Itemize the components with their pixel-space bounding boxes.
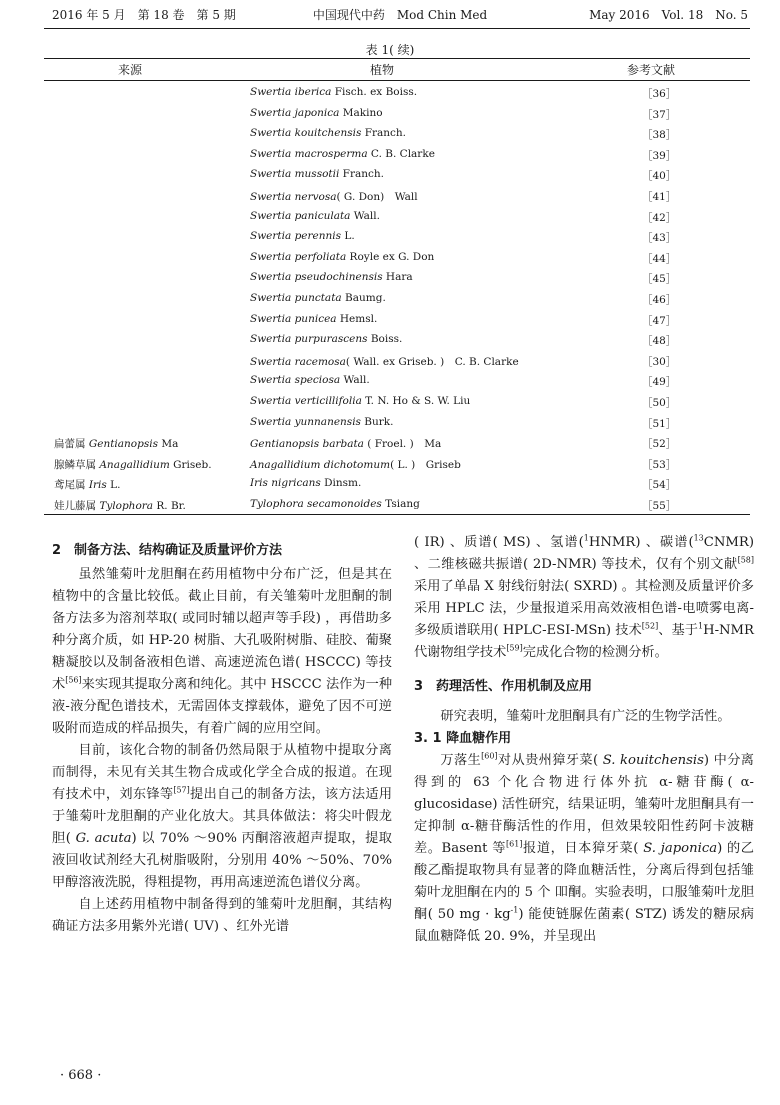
section-3-heading: 3 药理活性、作用机制及应用 [414,679,593,694]
plant-species: Swertia iberica Fisch. ex Boiss. [250,86,418,98]
plant-species: Swertia nervosa( G. Don) Wall [250,191,418,203]
table-row [44,372,750,393]
table-row [44,208,750,229]
table-row [44,393,750,414]
reference-number: ［53］ [642,458,677,471]
table-caption: 表 1( 续) [365,43,415,57]
table-row [44,311,750,332]
table-row [44,187,750,208]
reference-number: ［45］ [642,273,677,286]
plant-species: Swertia yunnanensis Burk. [250,415,394,428]
left-column [52,540,392,938]
paragraph: 研究表明，雏菊叶龙胆酮具有广泛的生物学活性。 [440,709,731,724]
reference-number: ［43］ [642,232,677,245]
reference-number: ［44］ [642,252,677,265]
table-row [44,125,750,146]
paragraph: 自上述药用植物中制备得到的雏菊叶龙胆酮，其结构确证方法多用紫外光谱( UV) 、红外光谱 [52,897,392,934]
source-genus: 腺鳞草属 Anagallidium Griseb. [54,458,212,471]
citation: [52] [641,621,659,631]
plant-species: Swertia punicea Hemsl. [250,312,378,325]
reference-number: ［48］ [642,335,677,348]
plant-species: Tylophora secamonoides Tsiang [250,498,420,510]
col-header-source: 来源 [118,63,143,77]
table-row [44,455,750,476]
reference-number: ［36］ [642,88,677,100]
reference-number: ［52］ [642,438,677,451]
plant-species: Swertia racemosa( Wall. ex Griseb. ) C. B. Clarke [250,355,519,368]
plant-species: Swertia mussotii Franch. [250,168,384,181]
reference-number: ［39］ [642,149,677,162]
plant-species: Gentianopsis barbata ( Froel. ) Ma [250,438,442,451]
plant-species: Swertia perfoliata Royle ex G. Don [250,250,435,263]
table-bottom-rule [44,514,750,515]
citation: [59] [506,643,523,653]
source-genus: 娃儿藤属 Tylophora R. Br. [54,500,186,512]
col-header-reference: 参考文献 [627,63,676,77]
plant-species: Swertia japonica Makino [250,106,383,119]
table-row [44,166,750,187]
table-row [44,228,750,249]
paragraph: 目前，该化合物的制备仍然局限于从植物中提取分离而制得，未见有关其生物合成或化学全合成的报道。在现有技术中，刘东锋等[57]提出自己的制备方法，该方法适用于雏菊叶龙胆酮的产业化放大。其具体做法：将尖叶假龙胆( G. acuta) 以 70% ～90% 丙酮溶液超声提取，提取液回收试剂经大孔树脂吸附，分别用 40% ～50%、70% 甲醇溶液洗脱，得粗提物，再用高速逆流色谱仪分离。 [52,743,393,890]
plant-species: Swertia macrosperma C. B. Clarke [250,147,435,160]
plant-species: Anagallidium dichotomum( L. ) Griseb [250,458,461,471]
reference-number: ［37］ [642,108,677,121]
citation: [57] [173,785,190,795]
table-row [44,290,750,311]
reference-number: ［41］ [642,191,677,203]
plant-species: Swertia punctata Baumg. [250,292,386,304]
plant-species: Iris nigricans Dinsm. [250,477,362,490]
reference-number: ［49］ [642,376,677,389]
paragraph: 万落生[60]对从贵州獐牙菜( S. kouitchensis) 中分离得到的 63 个化合物进行体外抗 α-糖苷酶( α-glucosidase) 活性研究，结果证明，雏菊叶龙胆酮具有一定抑制 α-糖苷酶活性的作用，但效果较阳性药阿卡波糖差。Basent 等[61]报道，日本獐牙菜( S. japonica) 的乙酸乙酯提取物具有显著的降血糖活性，分离后得到包括雏菊叶龙胆酮在内的 5 个 吅酮。实验表明，口服雏菊叶龙胆酮( 50 mg · $kg^{-1}$) 能使链脲佐菌素( STZ) 诱发的糖尿病鼠血糖降低 20. 9%，并呈现出 [414,751,755,944]
table-row [44,414,750,435]
table-top-rule [44,58,750,59]
reference-number: ［38］ [642,129,677,142]
reference-number: ［51］ [642,417,677,430]
reference-number: ［54］ [642,479,677,492]
source-genus: 扁蕾属 Gentianopsis Ma [54,438,179,451]
reference-number: ［40］ [642,170,677,183]
table-row [44,84,750,105]
table-row [44,146,750,167]
section-3-1-heading: 3. 1 降血糖作用 [414,731,512,746]
table-row [44,249,750,270]
reference-number: ［55］ [642,500,677,512]
paragraph: ( IR) 、质谱( MS) 、氢谱($^1$HNMR) 、碳谱($^{13}$CNMR) 、二维核磁共振谱( 2D-NMR) 等技术，仅有个别文献[58]采用了单晶 X 射线衍射法( SXRD) 。其检测及质量评价多采用 HPLC 法，少量报道采用高效液相色谱-电喷雾电离-多级质谱联用( HPLC-ESI-MSn) 技术[52]、基于$^1$H-NMR 代谢物组学技术[59]完成化合物的检测分析。 [414,533,754,660]
reference-number: ［50］ [642,397,677,409]
reference-number: ［30］ [642,355,677,368]
header-rule [44,28,750,29]
glyph: 吅 [554,885,569,900]
citation: [56] [65,675,82,685]
table-row [44,352,750,373]
reference-number: ［46］ [642,294,677,306]
citation: [61] [506,839,523,849]
plant-species: Swertia speciosa Wall. [250,374,370,387]
right-column [414,532,754,948]
col-header-plant: 植物 [370,63,395,77]
citation: [60] [481,751,498,761]
table-row [44,331,750,352]
table-row [44,269,750,290]
header-issue: 2016 年 5 月 第 18 卷 第 5 期 [52,8,236,22]
reference-number: ［42］ [642,211,677,224]
table-row [44,434,750,455]
plant-species: Swertia kouitchensis Franch. [250,127,407,140]
plant-species: Swertia perennis L. [250,230,355,243]
source-genus: 鸢尾属 Iris L. [54,479,121,492]
plant-species: Swertia purpurascens Boiss. [250,333,403,346]
table-row [44,475,750,496]
header-issue-en: May 2016 Vol. 18 No. 5 [589,8,748,22]
paragraph: 虽然雏菊叶龙胆酮在药用植物中分布广泛，但是其在植物中的含量比较低。截止目前，有关雏菊叶龙胆酮的制备方法多为溶剂萃取( 或同时辅以超声等手段) ，再借助多种分离介质，如 HP-20 树脂、大孔吸附树脂、硅胶、葡聚糖凝胶以及制备液相色谱、高速逆流色谱( HSCCC) 等技术[56]来实现其提取分离和纯化。其中 HSCCC 法作为一种液-液分配色谱技术，无需固体支撑载体，避免了因不可逆吸附而造成的样品损失，有着广阔的应用空间。 [52,567,393,736]
reference-number: ［47］ [642,314,677,327]
section-2-heading: 2 制备方法、结构确证及质量评价方法 [52,543,283,558]
plant-species: Swertia verticillifolia T. N. Ho & S. W. Liu [250,395,471,407]
running-header [52,6,748,26]
page-number: · 668 · [60,1068,102,1083]
plant-species: Swertia paniculata Wall. [250,209,380,222]
table-row [44,105,750,126]
table-header-rule [44,80,750,81]
citation: [58] [737,555,754,565]
plant-species: Swertia pseudochinensis Hara [250,271,413,284]
header-journal: 中国现代中药 Mod Chin Med [312,8,488,22]
